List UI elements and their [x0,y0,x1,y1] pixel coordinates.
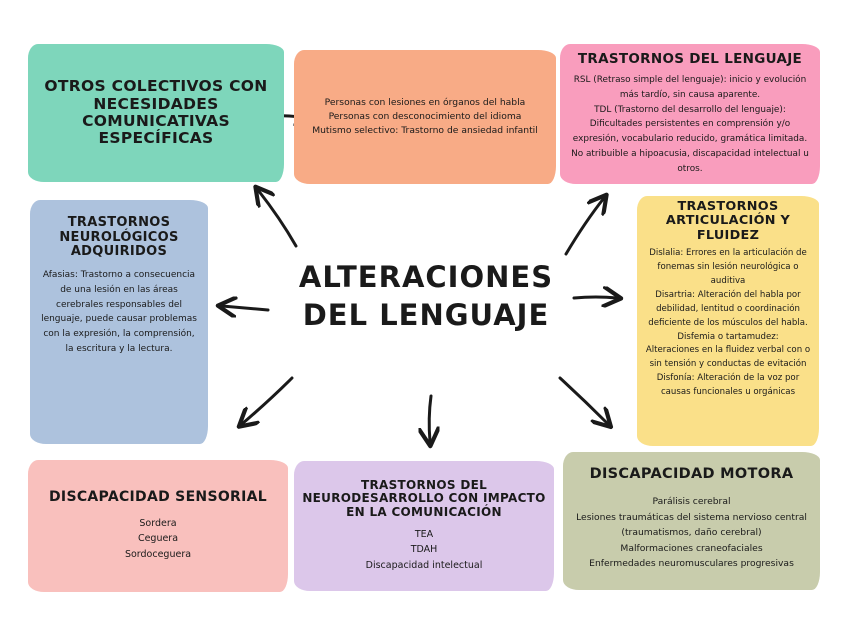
motora-line: Lesiones traumáticas del sistema nervioso central (traumatismos, daño cerebral) [576,511,807,539]
lenguaje-line: RSL (Retraso simple del lenguaje): inicio y evolución más tardío, sin causa aparente. [573,75,807,100]
arrow-to-motora [560,378,608,424]
motora-line: Malformaciones craneofaciales [620,542,763,554]
sensorial-line: Sordoceguera [124,548,192,560]
lenguaje-title: TRASTORNOS DEL LENGUAJE [577,51,803,67]
artic-line: Disfonía: Alteración de la voz por causas funcionales u orgánicas [656,373,800,398]
card-discapacidad-motora [563,452,820,590]
motora-line: Parálisis cerebral [652,496,731,508]
card-otros-colectivos-detalle [294,50,556,184]
artic-line: Alteraciones en la fluidez verbal con o sin tensión y conductas de evitación [645,345,811,370]
central-title-line2: DEL LENGUAJE [302,298,550,333]
neuro-body: Afasias: Trastorno a consecuencia de una lesión en las áreas cerebrales responsables del lenguaje, puede causar problemas con la expresión, la comprensión, la escritura y la lectura. [41,269,197,355]
artic-line: Disfemia o tartamudez: [677,331,779,342]
artic-line: Dislalia: Errores en la articulación de fonemas sin lesión neurológica o auditiva [649,247,807,286]
arrow-to-sensorial [242,378,292,424]
neuro-title: TRASTORNOS NEUROLÓGICOS ADQUIRIDOS [59,215,179,260]
tnd-title: TRASTORNOS DEL NEURODESARROLLO CON IMPACTO EN LA COMUNICACIÓN [302,477,546,519]
central-topic [290,258,562,335]
arrow-to-artic [574,297,617,298]
arrow-to-lenguaje [566,198,604,254]
card-otros-colectivos [28,44,284,182]
personas-line: Personas con desconocimiento del idioma [328,110,522,122]
lenguaje-line: TDL (Trastorno del desarrollo del lenguaje): Dificultades persistentes en comprensión y/o expresión, vocabulario reducido, gramática limitada. No atribuible a hipoacusia, discapacidad intelectual u otros. [571,104,809,174]
artic-line: Disartria: Alteración del habla por debilidad, lentitud o coordinación deficiente de los músculos del habla. [648,289,808,328]
otros-title: OTROS COLECTIVOS CON NECESIDADES COMUNICATIVAS ESPECÍFICAS [44,77,268,148]
card-trastornos-lenguaje [560,44,820,184]
tnd-line: TEA [414,529,434,541]
artic-title: TRASTORNOS ARTICULACIÓN Y FLUIDEZ [665,199,791,243]
central-title-line1: ALTERACIONES [298,260,554,294]
arrow-to-neuro [222,306,268,310]
card-articulacion-fluidez [637,196,819,446]
sensorial-line: Sordera [139,517,177,529]
arrow-to-tnd [429,396,431,442]
motora-line: Enfermedades neuromusculares progresivas [589,558,794,570]
personas-line: Personas con lesiones en órganos del habla [324,96,526,108]
sensorial-line: Ceguera [137,533,179,545]
tnd-line: Discapacidad intelectual [365,559,483,571]
card-trastornos-neurodesarrollo [294,461,554,591]
motora-title: DISCAPACIDAD MOTORA [589,466,794,482]
tnd-line: TDAH [410,544,438,556]
card-trastornos-neurologicos [30,200,208,444]
arrow-to-otros [258,190,296,246]
sensorial-title: DISCAPACIDAD SENSORIAL [49,489,267,506]
card-discapacidad-sensorial [28,460,288,592]
personas-line: Mutismo selectivo: Trastorno de ansiedad infantil [312,125,538,137]
